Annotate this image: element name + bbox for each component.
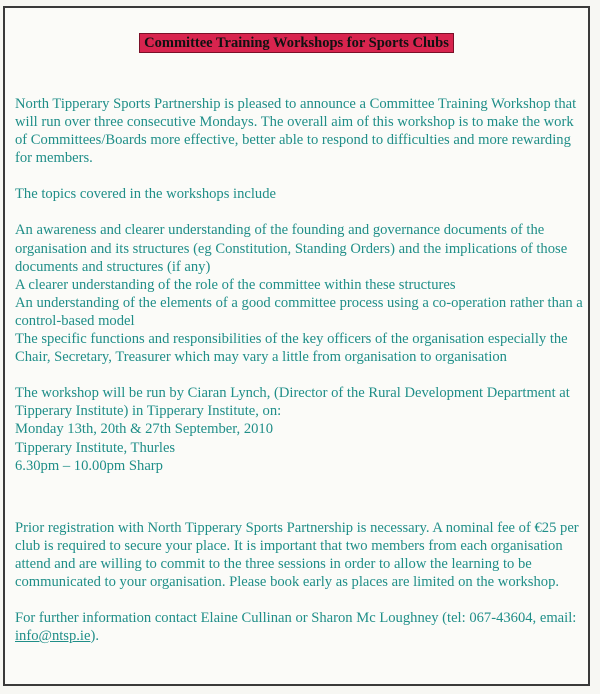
- topic-item: A clearer understanding of the role of the committee within these structures: [15, 276, 456, 293]
- topic-item: An understanding of the elements of a good committee process using a co-operation rather than a control-based model: [15, 294, 583, 329]
- workshop-dates: Monday 13th, 20th & 27th September, 2010: [15, 421, 274, 438]
- workshop-time: 6.30pm – 10.00pm Sharp: [15, 457, 163, 474]
- workshop-run-by: The workshop will be run by Ciaran Lynch, (Director of the Rural Development Department at Tipperary Institute) in Tipperary Institute, on:: [15, 385, 570, 420]
- notice-title: Committee Training Workshops for Sports Clubs: [139, 33, 454, 53]
- registration-paragraph: Prior registration with North Tipperary Sports Partnership is necessary. A nominal fee of €25 per club is required to secure your place. It is important that two members from each organisation attend and are willing to commit to the three sessions in order to allow the learning to be communicated to your organisation. Please book early as places are limited on the workshop.: [15, 519, 579, 590]
- notice-frame: [3, 6, 590, 686]
- title-wrap: [5, 33, 588, 53]
- contact-prefix: For further information contact Elaine Cullinan or Sharon Mc Loughney (tel: 067-43604, email:: [15, 610, 577, 627]
- topics-heading: The topics covered in the workshops include: [15, 186, 276, 203]
- intro-paragraph: North Tipperary Sports Partnership is pleased to announce a Committee Training Workshop that will run over three consecutive Mondays. The overall aim of this workshop is to make the work of Committees/Boards more effective, better able to respond to difficulties and more rewarding for members.: [15, 96, 577, 167]
- contact-email-link[interactable]: info@ntsp.ie: [15, 628, 91, 645]
- topic-item: An awareness and clearer understanding of the founding and governance documents of the organisation and its structures (eg Constitution, Standing Orders) and the implications of those documents and structures (if any): [15, 222, 568, 275]
- topic-item: The specific functions and responsibilities of the key officers of the organisation especially the Chair, Secretary, Treasurer which may vary a little from organisation to organisation: [15, 331, 568, 366]
- workshop-venue: Tipperary Institute, Thurles: [15, 439, 176, 456]
- contact-suffix: ).: [90, 628, 99, 645]
- notice-body: [15, 95, 589, 645]
- contact-paragraph: [15, 609, 589, 645]
